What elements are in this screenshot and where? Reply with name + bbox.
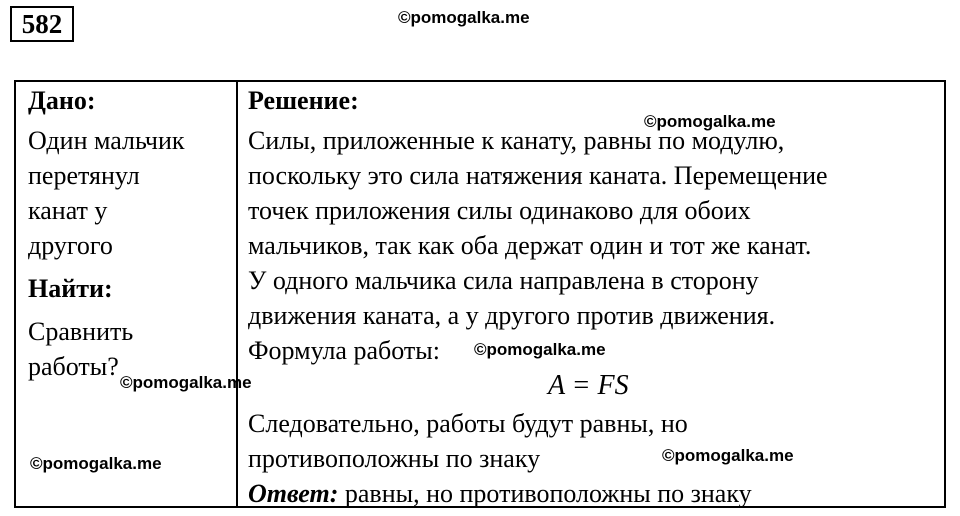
- watermark: ©pomogalka.me: [398, 8, 530, 27]
- conclusion-line: Следовательно, работы будут равны, но: [248, 409, 688, 438]
- problem-number: 582: [10, 6, 74, 42]
- given-line: другого: [28, 231, 113, 260]
- answer-text: равны, но противоположны по знаку: [338, 479, 752, 508]
- solution-line: мальчиков, так как оба держат один и тот же канат.: [248, 231, 812, 260]
- solution-heading: Решение:: [248, 86, 359, 115]
- solution-line: У одного мальчика сила направлена в сторону: [248, 266, 759, 295]
- watermark: ©pomogalka.me: [120, 373, 252, 392]
- given-line: перетянул: [28, 161, 140, 190]
- solution-line: точек приложения силы одинаково для обоих: [248, 196, 751, 225]
- given-line: канат у: [28, 196, 108, 225]
- solution-line: Силы, приложенные к канату, равны по модулю,: [248, 126, 785, 155]
- column-divider: [236, 82, 238, 506]
- watermark: ©pomogalka.me: [30, 454, 162, 473]
- watermark: ©pomogalka.me: [662, 446, 794, 465]
- work-formula: A = FS: [548, 370, 629, 401]
- find-line: работы?: [28, 352, 119, 381]
- watermark: ©pomogalka.me: [644, 112, 776, 131]
- answer-label: Ответ:: [248, 479, 339, 508]
- solution-table: [14, 80, 946, 508]
- watermark: ©pomogalka.me: [474, 340, 606, 359]
- solution-line: движения каната, а у другого против движения.: [248, 301, 776, 330]
- answer-line: [248, 477, 752, 512]
- find-heading: Найти:: [28, 274, 113, 303]
- solution-line: поскольку это сила натяжения каната. Перемещение: [248, 161, 828, 190]
- given-heading: Дано:: [28, 86, 96, 115]
- given-line: Один мальчик: [28, 126, 185, 155]
- solution-line: Формула работы:: [248, 336, 440, 365]
- conclusion-line: противоположны по знаку: [248, 444, 541, 473]
- find-line: Сравнить: [28, 317, 134, 346]
